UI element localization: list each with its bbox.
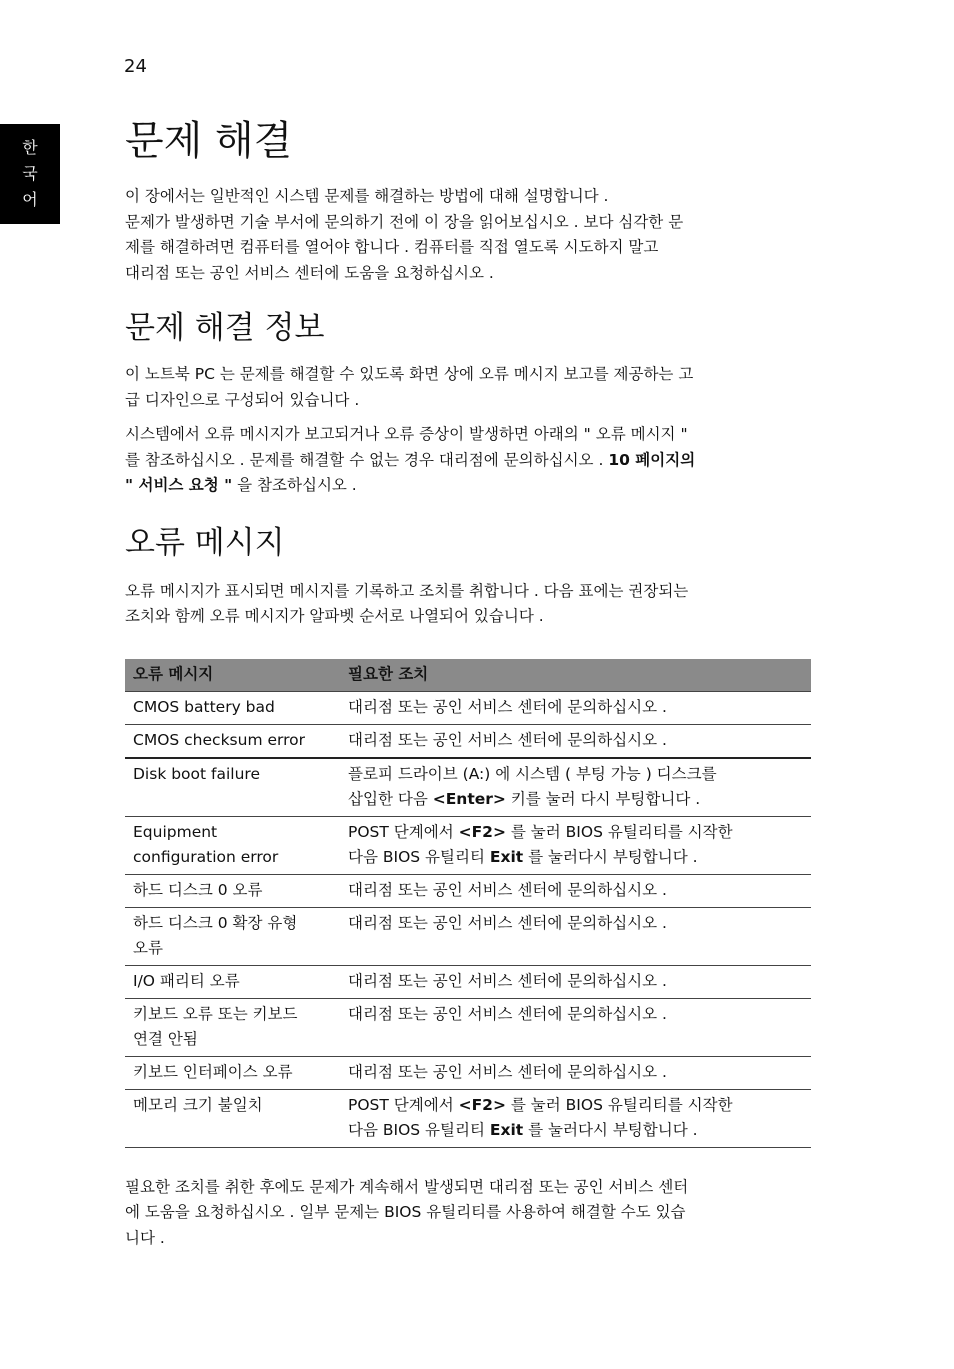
intro-paragraph (125, 184, 811, 286)
paragraph-line: 필요한 조치를 취한 후에도 문제가 계속해서 발생되면 대리점 또는 공인 서비스 센터 (125, 1177, 689, 1196)
intro-line: 제를 해결하려면 컴퓨터를 열어야 합니다 . 컴퓨터를 직접 열도록 시도하지 말고 (125, 238, 659, 256)
page-reference: 10 페이지의 (608, 450, 696, 469)
table-row (125, 758, 811, 817)
key-name: <F2> (458, 1095, 506, 1114)
paragraph-line: 이 노트북 PC 는 문제를 해결할 수 있도록 화면 상에 오류 메시지 보고를 제공하는 고 (125, 365, 694, 383)
action-line: POST 단계에서 (348, 822, 459, 841)
action-cell: 대리점 또는 공인 서비스 센터에 문의하십시오 . (340, 1056, 811, 1089)
language-tab-char: 한 (22, 138, 38, 157)
action-line: 를 눌러다시 부팅합니다 . (523, 847, 698, 866)
table-row (125, 1089, 811, 1147)
action-line: 다음 BIOS 유틸리티 (348, 1120, 490, 1139)
message-line: Equipment (133, 822, 218, 841)
paragraph-line: 니다 . (125, 1228, 165, 1247)
tips-paragraph-1 (125, 362, 811, 413)
table-row (125, 874, 811, 907)
action-line: 키를 눌러 다시 부팅합니다 . (505, 789, 701, 808)
table-row (125, 816, 811, 874)
action-line: POST 단계에서 (348, 1095, 459, 1114)
table-row (125, 998, 811, 1056)
section-heading-troubleshooting-tips: 문제 해결 정보 (125, 310, 325, 346)
error-messages-paragraph (125, 579, 811, 630)
paragraph-line: 시스템에서 오류 메시지가 보고되거나 오류 증상이 발생하면 아래의 " 오류 메시지 " (125, 425, 688, 443)
page-title: 문제 해결 (125, 118, 293, 164)
error-message-cell: 키보드 인터페이스 오류 (125, 1056, 340, 1089)
page-content (125, 112, 811, 1251)
tips-paragraph-2 (125, 422, 811, 499)
error-message-cell (125, 907, 340, 965)
table-row (125, 1056, 811, 1089)
message-line: configuration error (133, 847, 279, 866)
action-cell: 대리점 또는 공인 서비스 센터에 문의하십시오 . (340, 691, 811, 724)
message-line: 하드 디스크 0 확장 유형 (133, 913, 298, 932)
action-line: 를 눌러 BIOS 유틸리티를 시작한 (505, 1095, 733, 1114)
error-message-cell: Disk boot failure (125, 758, 340, 817)
section-heading-error-messages: 오류 메시지 (125, 524, 285, 561)
intro-line: 문제가 발생하면 기술 부서에 문의하기 전에 이 장을 읽어보십시오 . 보다 심각한 문 (125, 212, 684, 231)
action-cell (340, 1089, 811, 1147)
action-cell: 대리점 또는 공인 서비스 센터에 문의하십시오 . (340, 724, 811, 758)
paragraph-line: 오류 메시지가 표시되면 메시지를 기록하고 조치를 취합니다 . 다음 표에는 권장되는 (125, 581, 689, 600)
error-message-cell: CMOS checksum error (125, 724, 340, 758)
language-tab-char: 국 (22, 164, 38, 183)
key-name: <Enter> (432, 789, 506, 808)
action-cell: 대리점 또는 공인 서비스 센터에 문의하십시오 . (340, 907, 811, 965)
action-cell: 대리점 또는 공인 서비스 센터에 문의하십시오 . (340, 965, 811, 998)
action-cell (340, 816, 811, 874)
menu-name: Exit (489, 847, 524, 866)
error-message-cell: CMOS battery bad (125, 691, 340, 724)
message-line: 연결 안됨 (133, 1029, 198, 1048)
closing-paragraph (125, 1175, 811, 1252)
table-row (125, 965, 811, 998)
action-line: 를 눌러 BIOS 유틸리티를 시작한 (505, 822, 733, 841)
language-tab-char: 어 (22, 190, 38, 209)
intro-line: 이 장에서는 일반적인 시스템 문제를 해결하는 방법에 대해 설명합니다 . (125, 187, 609, 205)
paragraph-line: 급 디자인으로 구성되어 있습니다 . (125, 390, 360, 409)
message-line: 오류 (133, 938, 163, 957)
key-name: <F2> (458, 822, 506, 841)
table-header-row (125, 659, 811, 692)
action-cell (340, 758, 811, 817)
paragraph-line: 에 도움을 요청하십시오 . 일부 문제는 BIOS 유틸리티를 사용하여 해결할 수도 있습 (125, 1203, 686, 1221)
error-message-cell: 하드 디스크 0 오류 (125, 874, 340, 907)
header-error-message: 오류 메시지 (125, 659, 340, 692)
table-row (125, 907, 811, 965)
page-number: 24 (124, 56, 147, 77)
action-line: 를 눌러다시 부팅합니다 . (523, 1120, 698, 1139)
intro-line: 대리점 또는 공인 서비스 센터에 도움을 요청하십시오 . (125, 263, 494, 282)
table-row (125, 691, 811, 724)
action-cell: 대리점 또는 공인 서비스 센터에 문의하십시오 . (340, 874, 811, 907)
language-tab (0, 124, 60, 224)
error-message-cell (125, 816, 340, 874)
action-line: 플로피 드라이브 (A:) 에 시스템 ( 부팅 가능 ) 디스크를 (348, 764, 717, 783)
service-reference: " 서비스 요청 " (125, 476, 233, 494)
action-line: 다음 BIOS 유틸리티 (348, 847, 490, 866)
error-message-cell: I/O 패리티 오류 (125, 965, 340, 998)
paragraph-line: 를 참조하십시오 . 문제를 해결할 수 없는 경우 대리점에 문의하십시오 . (125, 450, 609, 469)
header-required-action: 필요한 조치 (340, 659, 811, 692)
message-line: 키보드 오류 또는 키보드 (133, 1004, 298, 1023)
action-line: 삽입한 다음 (348, 789, 433, 808)
menu-name: Exit (489, 1120, 524, 1139)
error-message-cell: 메모리 크기 불일치 (125, 1089, 340, 1147)
error-message-cell (125, 998, 340, 1056)
error-messages-table (125, 659, 811, 1148)
table-row (125, 724, 811, 758)
paragraph-line: 조치와 함께 오류 메시지가 알파벳 순서로 나열되어 있습니다 . (125, 607, 544, 625)
action-cell: 대리점 또는 공인 서비스 센터에 문의하십시오 . (340, 998, 811, 1056)
paragraph-line: 을 참조하십시오 . (232, 476, 357, 494)
